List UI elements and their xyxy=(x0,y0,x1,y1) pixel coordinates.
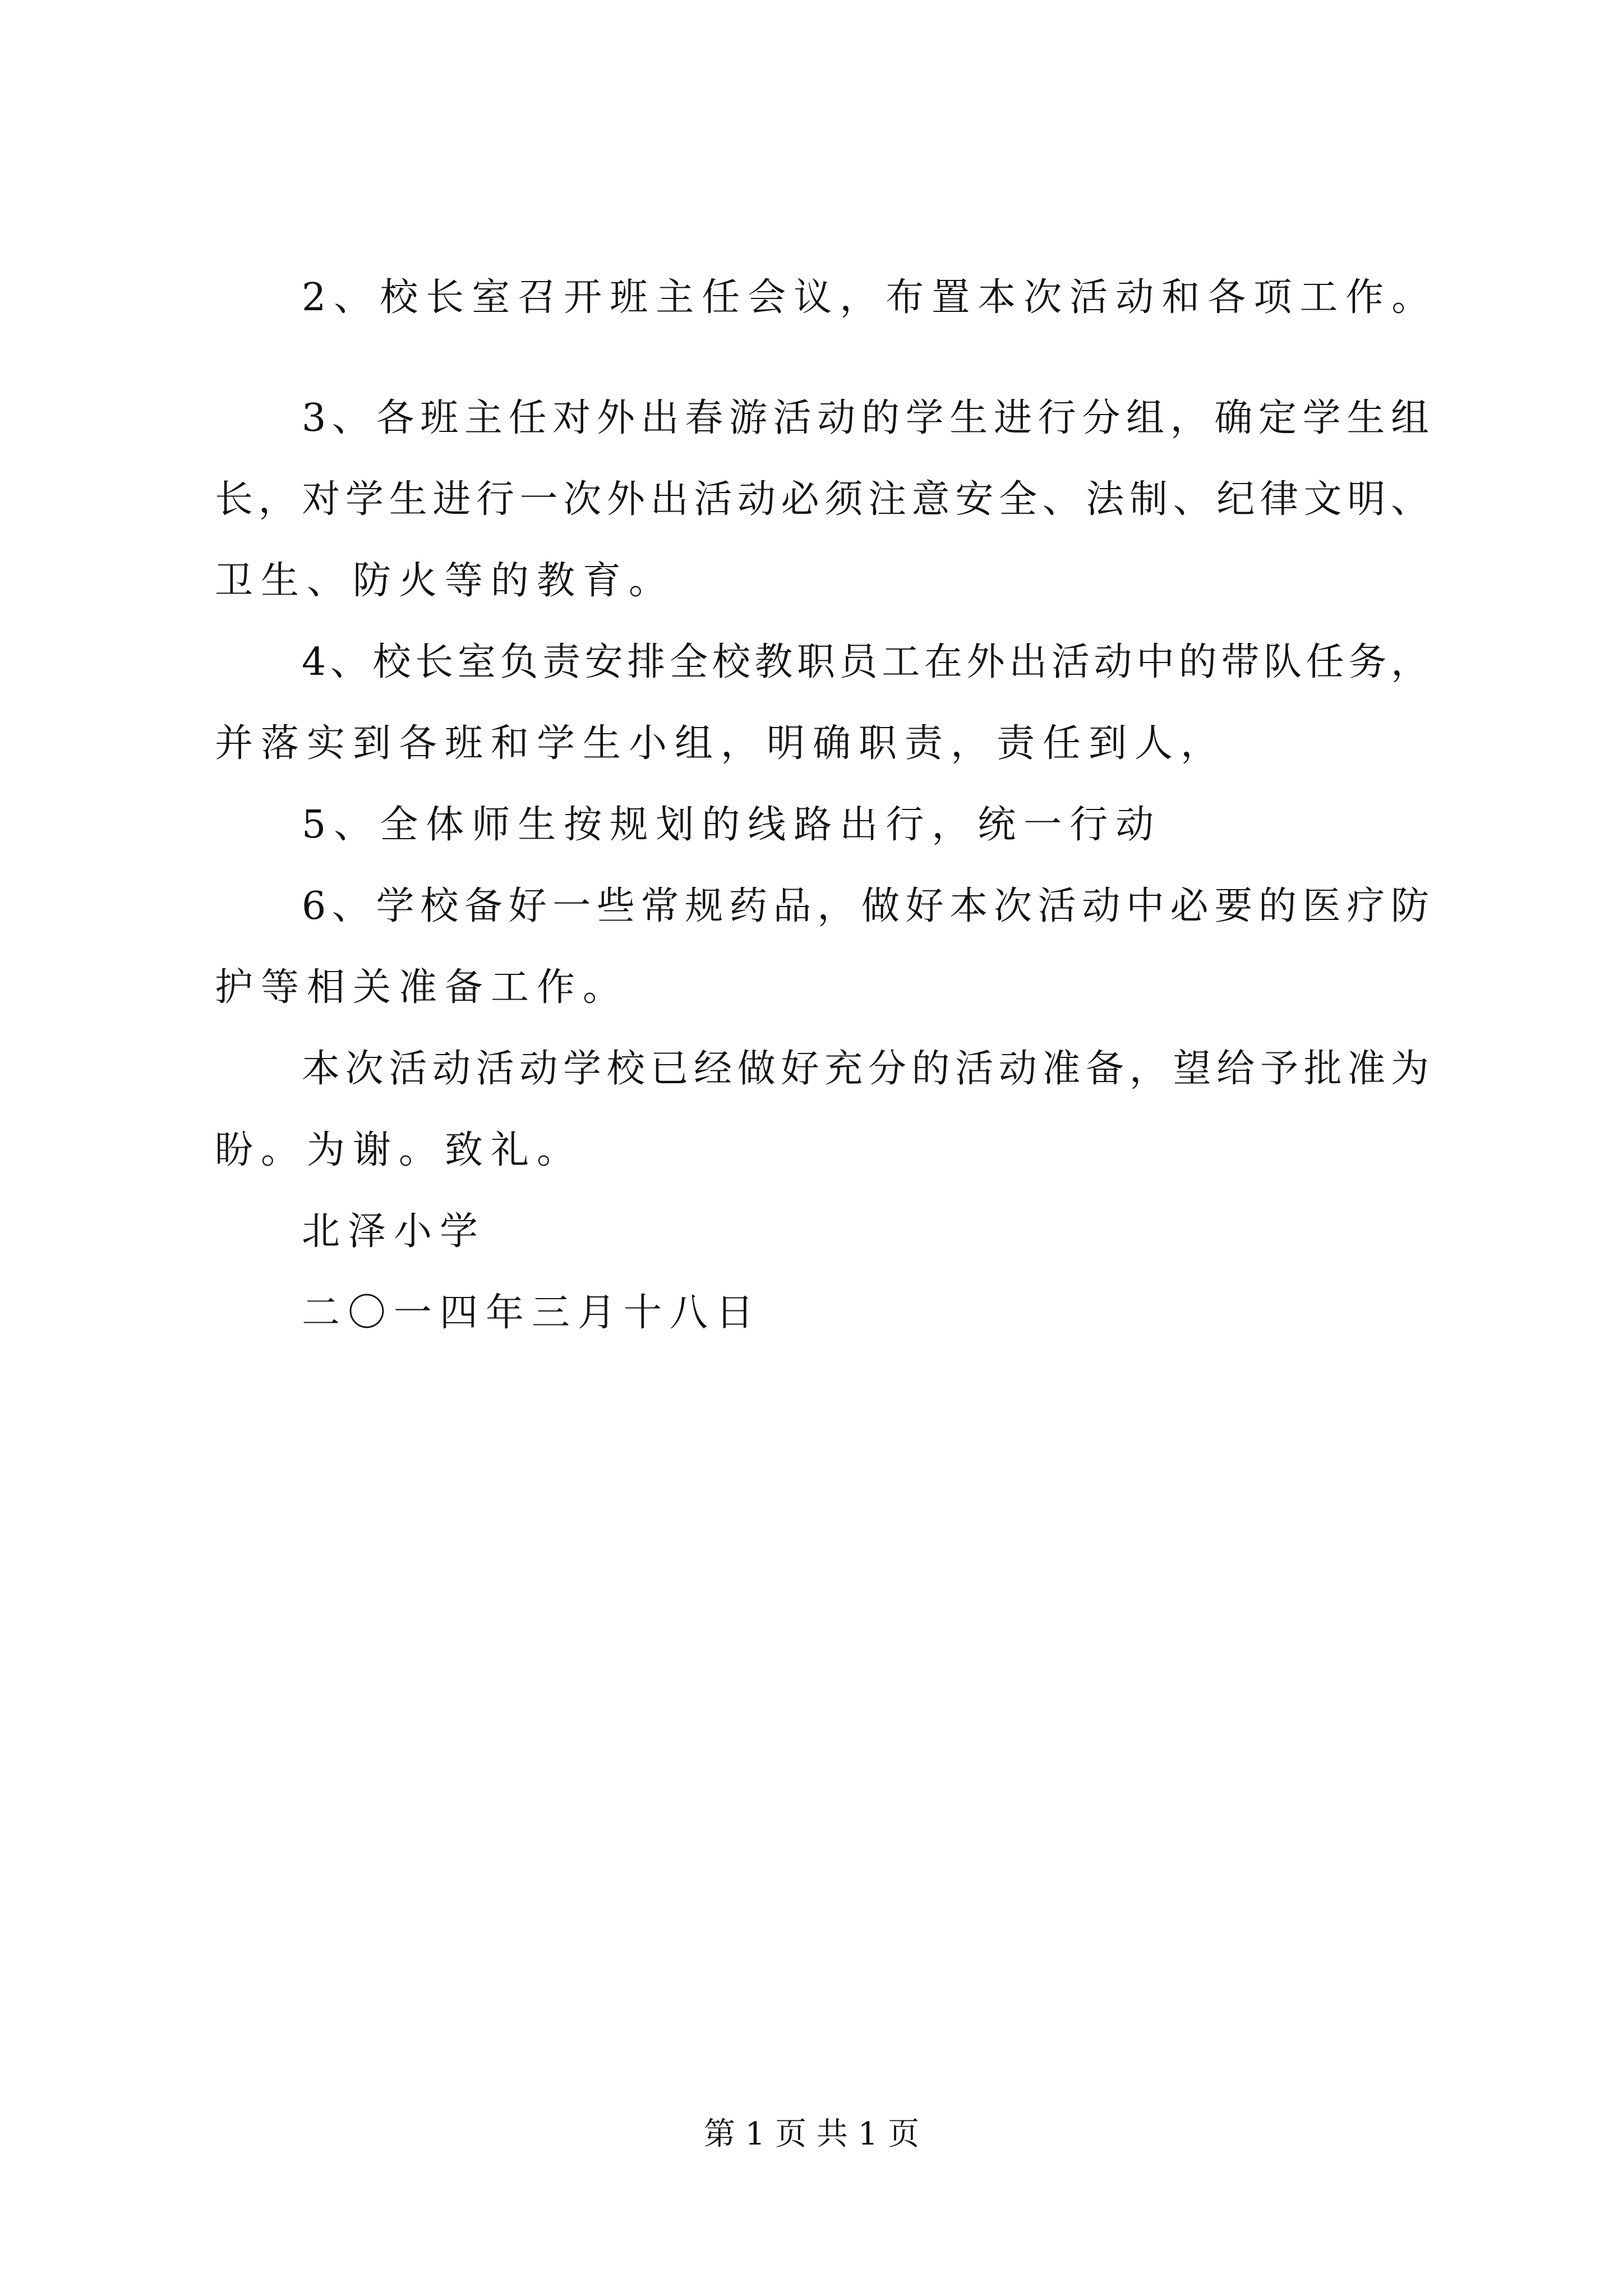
document-date: 二〇一四年三月十八日 xyxy=(302,1291,762,1335)
school-name: 北泽小学 xyxy=(302,1209,486,1254)
item-2-line: 2、校长室召开班主任会议，布置本次活动和各项工作。 xyxy=(302,275,1438,320)
page-footer: 第 1 页 共 1 页 xyxy=(703,2116,920,2152)
item-3-line-3: 卫生、防火等的教育。 xyxy=(215,559,675,603)
closing-line-2: 盼。为谢。致礼。 xyxy=(215,1128,583,1172)
item-5-line: 5、全体师生按规划的线路出行，统一行动 xyxy=(302,803,1162,847)
item-4-line-1: 4、校长室负责安排全校教职员工在外出活动中的带队任务， xyxy=(302,640,1429,684)
item-6-line-2: 护等相关准备工作。 xyxy=(215,965,629,1010)
closing-line-1: 本次活动活动学校已经做好充分的活动准备，望给予批准为 xyxy=(302,1047,1429,1091)
item-4-line-2: 并落实到各班和学生小组，明确职责，责任到人， xyxy=(215,721,1227,766)
item-3-line-2: 长，对学生进行一次外出活动必须注意安全、法制、纪律文明、 xyxy=(215,477,1429,522)
item-6-line-1: 6、学校备好一些常规药品，做好本次活动中必要的医疗防 xyxy=(302,884,1429,928)
item-3-line-1: 3、各班主任对外出春游活动的学生进行分组，确定学生组 xyxy=(302,396,1429,440)
